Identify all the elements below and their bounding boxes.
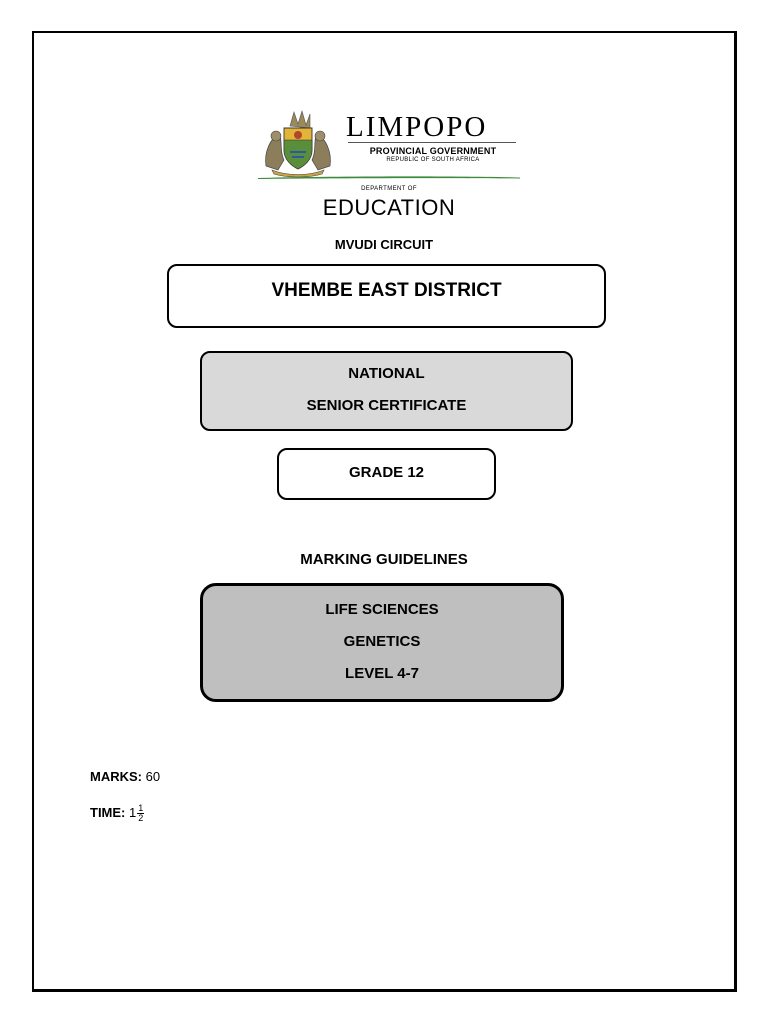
grade-box: [277, 448, 496, 500]
brand-name: LIMPOPO: [346, 111, 488, 143]
brand-subtitle: PROVINCIAL GOVERNMENT: [369, 146, 497, 156]
green-swoosh-line: [258, 175, 520, 180]
marks-label: MARKS:: [90, 769, 142, 784]
marks-line: [90, 769, 160, 784]
time-whole: 1: [129, 804, 137, 820]
time-numerator: 1: [138, 803, 144, 813]
grade-label: GRADE 12: [348, 464, 425, 481]
department-logo: [258, 106, 520, 228]
subject-name: LIFE SCIENCES: [325, 601, 439, 618]
department-name: EDUCATION: [322, 195, 456, 220]
time-denominator: 2: [138, 813, 144, 823]
subject-level: LEVEL 4-7: [345, 665, 419, 682]
time-label: TIME:: [90, 804, 126, 820]
marks-value: 60: [145, 769, 161, 784]
certificate-line-1: NATIONAL: [348, 365, 425, 382]
coat-of-arms-icon: [260, 108, 336, 178]
time-fraction: [137, 804, 144, 823]
brand-country: REPUBLIC OF SOUTH AFRICA: [386, 157, 480, 163]
certificate-box: [200, 351, 573, 431]
certificate-line-2: SENIOR CERTIFICATE: [306, 397, 467, 414]
brand-divider: [348, 142, 516, 143]
district-name: VHEMBE EAST DISTRICT: [271, 280, 502, 301]
subject-topic: GENETICS: [343, 633, 421, 650]
district-box: [167, 264, 606, 328]
circuit-name: MVUDI CIRCUIT: [334, 237, 434, 252]
document-type: MARKING GUIDELINES: [300, 551, 468, 568]
time-line: [90, 804, 144, 823]
subject-box: [200, 583, 564, 702]
department-of-label: DEPARTMENT OF: [361, 186, 417, 192]
